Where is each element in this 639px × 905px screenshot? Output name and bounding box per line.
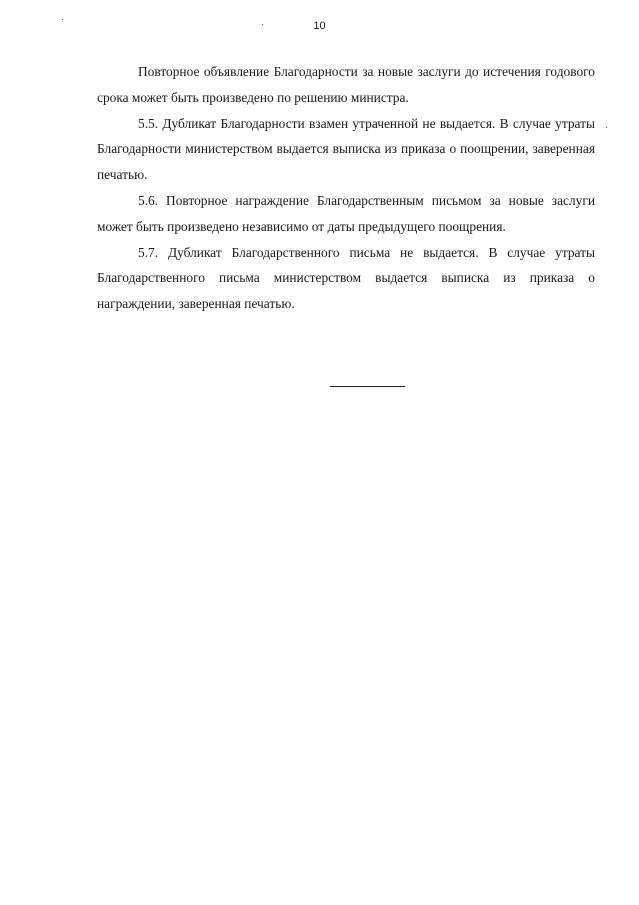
scan-speck xyxy=(262,24,263,25)
paragraph-5-7: 5.7. Дубликат Благодарственного письма не выдается. В случае утраты Благодарственного письма министерством выдается выписка из приказа о награждении, заверенная печатью. xyxy=(97,244,595,312)
scan-speck xyxy=(62,19,63,20)
paragraph-repeat-gratitude: Повторное объявление Благодарности за новые заслуги до истечения годового срока может быть произведено по решению министра. xyxy=(97,64,595,105)
end-divider-line xyxy=(330,386,405,387)
paragraph-5-6: 5.6. Повторное награждение Благодарственным письмом за новые заслуги может быть произведено независимо от даты предыдущего поощрения. xyxy=(97,192,595,234)
page-number: 10 xyxy=(313,20,326,32)
paragraph-5-5: 5.5. Дубликат Благодарности взамен утраченной не выдается. В случае утраты Благодарности министерством выдается выписка из приказа о поощрении, заверенная печатью. xyxy=(97,115,595,183)
scan-speck xyxy=(606,127,607,128)
document-body xyxy=(97,59,595,317)
